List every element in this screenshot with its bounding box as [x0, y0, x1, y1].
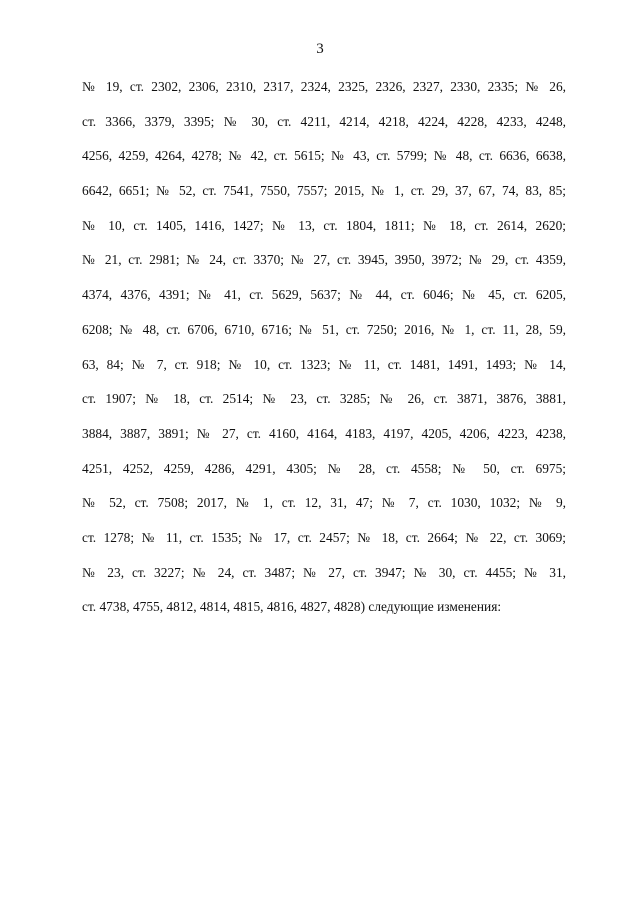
text-line: № 21, ст. 2981; № 24, ст. 3370; № 27, ст. 3945, 3950, 3972; № 29, ст. 4359, [82, 252, 566, 268]
text-line: 4374, 4376, 4391; № 41, ст. 5629, 5637; № 44, ст. 6046; № 45, ст. 6205, [82, 287, 566, 303]
text-line: ст. 1907; № 18, ст. 2514; № 23, ст. 3285; № 26, ст. 3871, 3876, 3881, [82, 391, 566, 407]
text-line: № 19, ст. 2302, 2306, 2310, 2317, 2324, 2325, 2326, 2327, 2330, 2335; № 26, [82, 79, 566, 94]
text-line: 4256, 4259, 4264, 4278; № 42, ст. 5615; № 43, ст. 5799; № 48, ст. 6636, 6638, [82, 148, 566, 164]
text-line: ст. 3366, 3379, 3395; № 30, ст. 4211, 4214, 4218, 4224, 4228, 4233, 4248, [82, 113, 566, 129]
body-text [82, 73, 566, 628]
text-line: № 52, ст. 7508; 2017, № 1, ст. 12, 31, 47; № 7, ст. 1030, 1032; № 9, [82, 495, 566, 511]
text-line: 3884, 3887, 3891; № 27, ст. 4160, 4164, 4183, 4197, 4205, 4206, 4223, 4238, [82, 425, 566, 441]
text-line: ст. 4738, 4755, 4812, 4814, 4815, 4816, 4827, 4828) следующие изменения: [82, 599, 502, 615]
text-line: 63, 84; № 7, ст. 918; № 10, ст. 1323; № 11, ст. 1481, 1491, 1493; № 14, [82, 356, 566, 372]
text-line: 6208; № 48, ст. 6706, 6710, 6716; № 51, ст. 7250; 2016, № 1, ст. 11, 28, 59, [82, 321, 566, 337]
page-number: 3 [316, 41, 324, 57]
text-line: ст. 1278; № 11, ст. 1535; № 17, ст. 2457; № 18, ст. 2664; № 22, ст. 3069; [82, 529, 566, 545]
text-line: 6642, 6651; № 52, ст. 7541, 7550, 7557; 2015, № 1, ст. 29, 37, 67, 74, 83, 85; [82, 183, 566, 199]
text-line: № 23, ст. 3227; № 24, ст. 3487; № 27, ст. 3947; № 30, ст. 4455; № 31, [82, 564, 566, 580]
text-line: 4251, 4252, 4259, 4286, 4291, 4305; № 28, ст. 4558; № 50, ст. 6975; [82, 460, 566, 476]
text-line: № 10, ст. 1405, 1416, 1427; № 13, ст. 1804, 1811; № 18, ст. 2614, 2620; [82, 217, 566, 233]
